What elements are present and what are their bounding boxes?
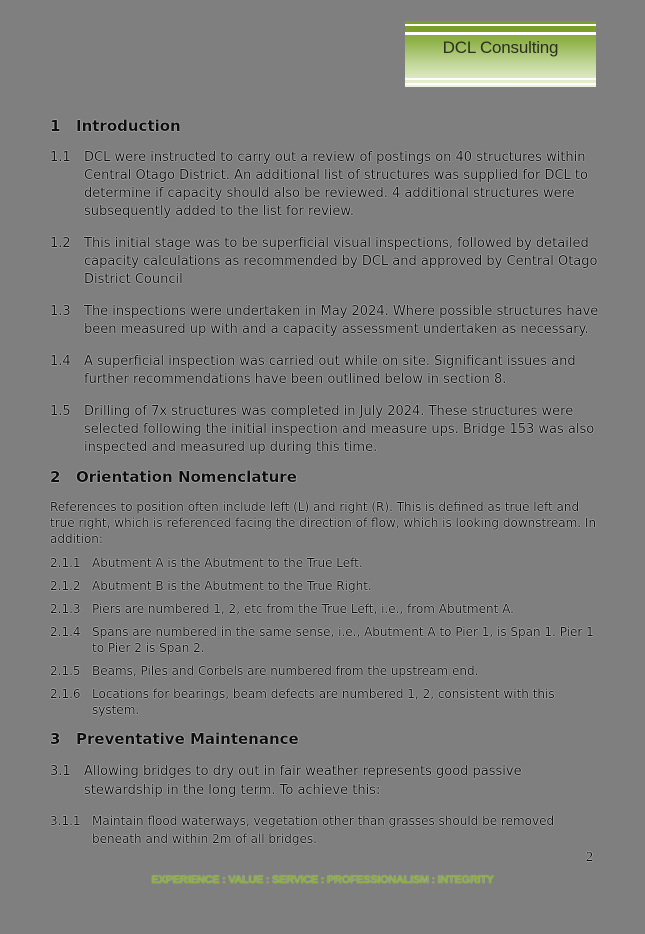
paragraph-text: A superficial inspection was carried out while on site. Significant issues and further recommendations have been outlined below in section 8. <box>84 354 576 387</box>
item-text: Spans are numbered in the same sense, i.e., Abutment A to Pier 1, is Span 1. Pier 1 to Pier 2 is Span 2. <box>92 625 594 655</box>
logo-text: DCL Consulting <box>442 38 559 57</box>
list-item-2-1-1 <box>50 555 600 571</box>
paragraph-1-4 <box>50 353 600 389</box>
footer-motto: EXPERIENCE : VALUE : SERVICE : PROFESSIONALISM : INTEGRITY <box>151 874 494 886</box>
item-number: 2.1.6 <box>50 687 81 701</box>
orientation-intro: References to position often include left (L) and right (R). This is defined as true left and true right, which is referenced facing the direction of flow, which is looking downstream. In addition: <box>50 500 597 546</box>
item-text: Abutment A is the Abutment to the True Left. <box>92 556 363 570</box>
item-number: 2.1.5 <box>50 664 81 678</box>
section-heading-preventative-maintenance <box>50 729 600 749</box>
paragraph-1-1 <box>50 149 600 221</box>
list-item-2-1-3 <box>50 601 600 617</box>
paragraph-number: 1.1 <box>50 150 71 165</box>
paragraph-1-2 <box>50 235 600 289</box>
company-logo <box>405 21 596 87</box>
paragraph-text: Allowing bridges to dry out in fair weather represents good passive stewardship in the long term. To achieve this: <box>84 764 522 798</box>
section-title: Introduction <box>76 117 181 135</box>
item-number: 3.1.1 <box>50 814 81 828</box>
paragraph-1-5 <box>50 403 600 457</box>
paragraph-number: 3.1 <box>50 764 71 779</box>
section-title: Orientation Nomenclature <box>76 468 297 486</box>
list-item-2-1-6 <box>50 686 600 718</box>
logo-stripe <box>405 32 596 35</box>
logo-stripe <box>405 83 596 85</box>
item-number: 2.1.2 <box>50 579 81 593</box>
page-number: 2 <box>586 850 593 865</box>
section-heading-orientation <box>50 467 600 487</box>
logo-stripe <box>405 78 596 80</box>
item-number: 2.1.4 <box>50 625 81 639</box>
list-item-2-1-2 <box>50 578 600 594</box>
paragraph-number: 1.4 <box>50 354 71 369</box>
section-number: 3 <box>50 730 61 748</box>
list-item-2-1-4 <box>50 624 600 656</box>
document-body <box>50 116 600 848</box>
section-number: 1 <box>50 117 61 135</box>
item-number: 2.1.1 <box>50 556 81 570</box>
section-title: Preventative Maintenance <box>76 730 299 748</box>
paragraph-number: 1.5 <box>50 404 71 419</box>
item-text: Piers are numbered 1, 2, etc from the True Left, i.e., from Abutment A. <box>92 602 514 616</box>
paragraph-3-1 <box>50 762 600 800</box>
paragraph-number: 1.3 <box>50 304 71 319</box>
paragraph-text: This initial stage was to be superficial visual inspections, followed by detailed capacity calculations as recommended by DCL and approved by Central Otago District Council <box>84 236 598 287</box>
paragraph-1-3 <box>50 303 600 339</box>
item-text: Abutment B is the Abutment to the True Right. <box>92 579 372 593</box>
list-item-3-1-1 <box>50 812 600 848</box>
item-text: Locations for bearings, beam defects are numbered 1, 2, consistent with this system. <box>92 687 555 717</box>
list-item-2-1-5 <box>50 663 600 679</box>
paragraph-text: The inspections were undertaken in May 2024. Where possible structures have been measured up with and a capacity assessment undertaken as necessary. <box>84 304 599 337</box>
paragraph-text: DCL were instructed to carry out a review of postings on 40 structures within Central Otago District. An additional list of structures was supplied for DCL to determine if capacity should also be reviewed. 4 additional structures were subsequently added to the list for review. <box>84 150 588 219</box>
paragraph-number: 1.2 <box>50 236 71 251</box>
item-text: Maintain flood waterways, vegetation other than grasses should be removed beneath and within 2m of all bridges. <box>92 814 555 846</box>
item-number: 2.1.3 <box>50 602 81 616</box>
item-text: Beams, Piles and Corbels are numbered from the upstream end. <box>92 664 479 678</box>
paragraph-text: Drilling of 7x structures was completed in July 2024. These structures were selected following the initial inspection and measure ups. Bridge 153 was also inspected and measured up during this time. <box>84 404 595 455</box>
section-number: 2 <box>50 468 61 486</box>
section-heading-introduction <box>50 116 600 136</box>
